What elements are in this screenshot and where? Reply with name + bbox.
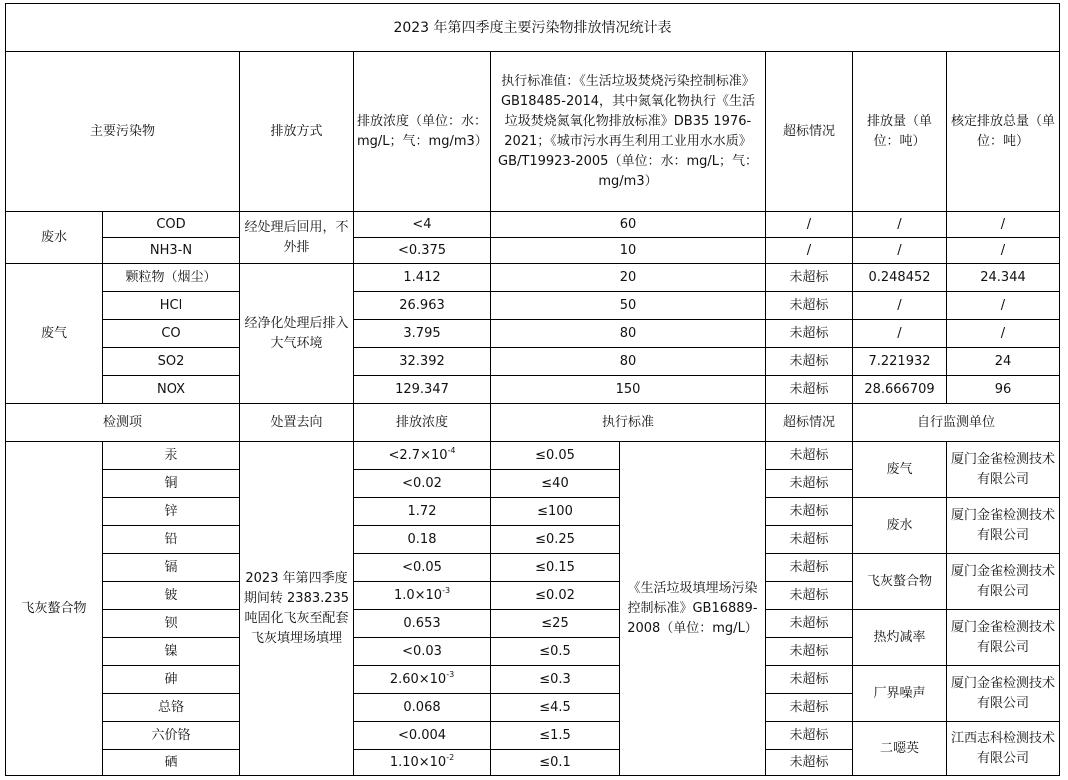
table-row <box>6 498 1060 526</box>
monitor-unit: 厦门金雀检测技术有限公司 <box>947 498 1060 554</box>
exceed-status: 未超标 <box>766 582 853 610</box>
test-item-name: 铅 <box>103 526 240 554</box>
test-item-name: 汞 <box>103 442 240 470</box>
table-row <box>6 320 1060 348</box>
pollutant-name: COD <box>103 212 240 238</box>
pollutant-name: NOX <box>103 376 240 404</box>
concentration-value: 129.347 <box>354 376 491 404</box>
emission-statistics-table <box>5 3 1060 776</box>
concentration-value: 32.392 <box>354 348 491 376</box>
exceed-status: 未超标 <box>766 750 853 776</box>
limit-value: ≤25 <box>491 610 620 638</box>
header-concentration: 排放浓度（单位：水：mg/L；气：mg/m3） <box>354 52 491 212</box>
standard-value: 80 <box>491 320 766 348</box>
concentration-value <box>354 554 491 582</box>
limit-value: ≤0.25 <box>491 526 620 554</box>
concentration-base: 0.653 <box>403 615 441 631</box>
monitor-unit: 厦门金雀检测技术有限公司 <box>947 442 1060 498</box>
test-item-name: 锌 <box>103 498 240 526</box>
concentration-base: 2.60×10 <box>389 671 447 687</box>
header-method: 排放方式 <box>240 52 354 212</box>
header-standard: 执行标准值：《生活垃圾焚烧污染控制标准》GB18485-2014，其中氮氧化物执行《生活垃圾焚烧氮氧化物排放标准》DB35 1976-2021；《城市污水再生利用工业用水水质》GB/T19923-2005（单位：水：mg/L；气：mg/m3） <box>491 52 766 212</box>
limit-value: ≤4.5 <box>491 694 620 722</box>
concentration-base: <0.03 <box>402 643 442 659</box>
table-title: 2023 年第四季度主要污染物排放情况统计表 <box>6 4 1060 52</box>
limit-value: ≤100 <box>491 498 620 526</box>
concentration-base: 0.18 <box>407 531 437 547</box>
concentration-value <box>354 750 491 776</box>
standard-value: 150 <box>491 376 766 404</box>
table-row <box>6 442 1060 470</box>
standard-value: 80 <box>491 348 766 376</box>
header-disposal: 处置去向 <box>240 404 354 442</box>
header-monitor-unit: 自行监测单位 <box>853 404 1060 442</box>
exceed-status: / <box>766 238 853 264</box>
concentration-exponent: -3 <box>446 669 455 679</box>
concentration-value <box>354 722 491 750</box>
approved-amount: / <box>947 320 1060 348</box>
table-row <box>6 722 1060 750</box>
concentration-value <box>354 442 491 470</box>
concentration-base: <0.02 <box>402 475 442 491</box>
table-row <box>6 238 1060 264</box>
flyash-disposal: 2023 年第四季度期间转 2383.235 吨固化飞灰至配套飞灰填埋场填埋 <box>240 442 354 776</box>
limit-value: ≤0.3 <box>491 666 620 694</box>
emission-amount: / <box>853 292 947 320</box>
standard-value: 20 <box>491 264 766 292</box>
table-row <box>6 4 1060 52</box>
standard-value: 10 <box>491 238 766 264</box>
exceed-status: 未超标 <box>766 554 853 582</box>
header-standard-2: 执行标准 <box>491 404 766 442</box>
limit-value: ≤1.5 <box>491 722 620 750</box>
concentration-value: 1.412 <box>354 264 491 292</box>
test-item-name: 钡 <box>103 610 240 638</box>
emission-amount: / <box>853 320 947 348</box>
concentration-value <box>354 610 491 638</box>
table-row <box>6 554 1060 582</box>
concentration-base: 1.0×10 <box>393 587 443 603</box>
exceed-status: 未超标 <box>766 320 853 348</box>
table-row <box>6 52 1060 212</box>
concentration-value <box>354 526 491 554</box>
wastewater-method: 经处理后回用，不外排 <box>240 212 354 264</box>
emission-amount: 0.248452 <box>853 264 947 292</box>
approved-amount: / <box>947 212 1060 238</box>
monitor-type: 飞灰螯合物 <box>853 554 947 610</box>
header-pollutant: 主要污染物 <box>6 52 240 212</box>
pollutant-name: SO2 <box>103 348 240 376</box>
approved-amount: 24 <box>947 348 1060 376</box>
exceed-status: 未超标 <box>766 694 853 722</box>
exceed-status: 未超标 <box>766 498 853 526</box>
limit-value: ≤0.5 <box>491 638 620 666</box>
concentration-base: 1.10×10 <box>389 754 447 770</box>
table-row <box>6 212 1060 238</box>
limit-value: ≤0.15 <box>491 554 620 582</box>
header-exceed-2: 超标情况 <box>766 404 853 442</box>
monitor-unit: 厦门金雀检测技术有限公司 <box>947 610 1060 666</box>
approved-amount: / <box>947 292 1060 320</box>
exceed-status: 未超标 <box>766 526 853 554</box>
concentration-exponent: -3 <box>442 585 451 595</box>
monitor-type: 热灼减率 <box>853 610 947 666</box>
monitor-type: 厂界噪声 <box>853 666 947 722</box>
header-concentration-2: 排放浓度 <box>354 404 491 442</box>
test-item-name: 硒 <box>103 750 240 776</box>
monitor-type: 二噁英 <box>853 722 947 776</box>
test-item-name: 镉 <box>103 554 240 582</box>
header-approved: 核定排放总量（单位：吨） <box>947 52 1060 212</box>
header-test-item: 检测项 <box>6 404 240 442</box>
concentration-value <box>354 666 491 694</box>
header-exceed: 超标情况 <box>766 52 853 212</box>
exceed-status: 未超标 <box>766 470 853 498</box>
standard-value: 60 <box>491 212 766 238</box>
test-item-name: 砷 <box>103 666 240 694</box>
exceed-status: 未超标 <box>766 610 853 638</box>
header-amount: 排放量（单位：吨） <box>853 52 947 212</box>
concentration-value <box>354 582 491 610</box>
concentration-base: 0.068 <box>403 699 441 715</box>
emission-amount: / <box>853 212 947 238</box>
test-item-name: 六价铬 <box>103 722 240 750</box>
monitor-type: 废水 <box>853 498 947 554</box>
concentration-value <box>354 498 491 526</box>
approved-amount: 24.344 <box>947 264 1060 292</box>
concentration-value <box>354 638 491 666</box>
concentration-base: <0.05 <box>402 559 442 575</box>
limit-value: ≤0.1 <box>491 750 620 776</box>
exceed-status: 未超标 <box>766 638 853 666</box>
concentration-value <box>354 470 491 498</box>
concentration-value: 3.795 <box>354 320 491 348</box>
wastegas-label: 废气 <box>6 264 103 404</box>
pollutant-name: NH3-N <box>103 238 240 264</box>
concentration-value: <0.375 <box>354 238 491 264</box>
concentration-value: 26.963 <box>354 292 491 320</box>
table-row <box>6 404 1060 442</box>
pollutant-name: HCl <box>103 292 240 320</box>
test-item-name: 总铬 <box>103 694 240 722</box>
exceed-status: 未超标 <box>766 348 853 376</box>
test-item-name: 铍 <box>103 582 240 610</box>
pollutant-name: 颗粒物（烟尘） <box>103 264 240 292</box>
pollutant-name: CO <box>103 320 240 348</box>
exceed-status: 未超标 <box>766 722 853 750</box>
emission-amount: 7.221932 <box>853 348 947 376</box>
exceed-status: 未超标 <box>766 666 853 694</box>
monitor-type: 废气 <box>853 442 947 498</box>
test-item-name: 镍 <box>103 638 240 666</box>
concentration-exponent: -4 <box>447 445 456 455</box>
emission-amount: 28.666709 <box>853 376 947 404</box>
exceed-status: 未超标 <box>766 376 853 404</box>
monitor-unit: 厦门金雀检测技术有限公司 <box>947 666 1060 722</box>
table-row <box>6 666 1060 694</box>
limit-value: ≤0.05 <box>491 442 620 470</box>
table-row <box>6 292 1060 320</box>
table-row <box>6 264 1060 292</box>
limit-value: ≤40 <box>491 470 620 498</box>
approved-amount: / <box>947 238 1060 264</box>
wastewater-label: 废水 <box>6 212 103 264</box>
exceed-status: 未超标 <box>766 264 853 292</box>
exceed-status: 未超标 <box>766 442 853 470</box>
flyash-label: 飞灰螯合物 <box>6 442 103 776</box>
concentration-base: <0.004 <box>397 727 447 743</box>
emission-amount: / <box>853 238 947 264</box>
exceed-status: / <box>766 212 853 238</box>
table-row <box>6 610 1060 638</box>
monitor-unit: 厦门金雀检测技术有限公司 <box>947 554 1060 610</box>
test-item-name: 铜 <box>103 470 240 498</box>
concentration-value: <4 <box>354 212 491 238</box>
monitor-unit: 江西志科检测技术有限公司 <box>947 722 1060 776</box>
concentration-base: <2.7×10 <box>388 447 448 463</box>
table-row <box>6 348 1060 376</box>
concentration-value <box>354 694 491 722</box>
approved-amount: 96 <box>947 376 1060 404</box>
flyash-standard: 《生活垃圾填埋场污染控制标准》GB16889-2008（单位：mg/L） <box>620 442 766 776</box>
exceed-status: 未超标 <box>766 292 853 320</box>
wastegas-method: 经净化处理后排入大气环境 <box>240 264 354 404</box>
concentration-exponent: -2 <box>446 752 455 762</box>
standard-value: 50 <box>491 292 766 320</box>
concentration-base: 1.72 <box>407 503 437 519</box>
limit-value: ≤0.02 <box>491 582 620 610</box>
table-row <box>6 376 1060 404</box>
